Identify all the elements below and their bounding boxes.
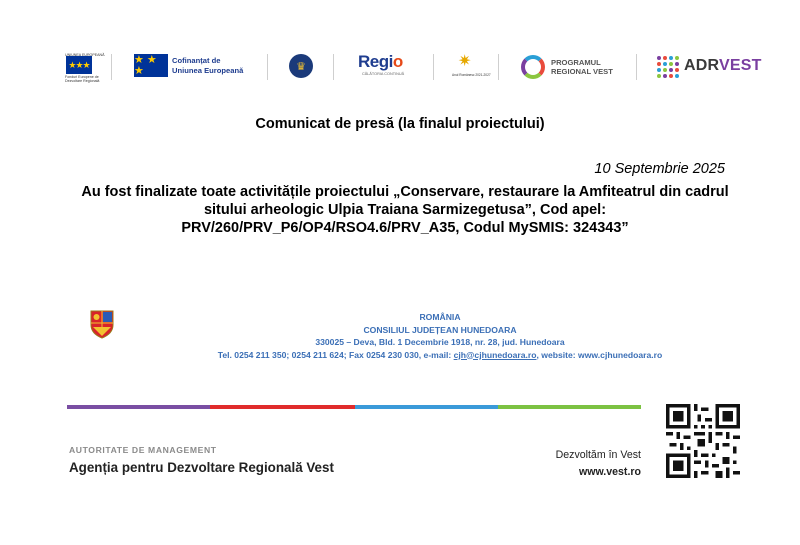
- qr-code-icon[interactable]: [666, 404, 740, 478]
- lead-paragraph: [65, 183, 745, 237]
- logo-divider: [636, 54, 637, 80]
- hunedoara-coat-of-arms-icon: [89, 309, 115, 339]
- authority-label: AUTORITATE DE MANAGEMENT: [69, 445, 217, 455]
- footer-color-bar-purple: [67, 405, 210, 409]
- star-emblem-caption: Anul Românesc 2021-2027: [452, 73, 491, 77]
- release-date: 10 Septembrie 2025: [594, 161, 725, 177]
- cofinantat-logo-text: [172, 56, 243, 76]
- footer-color-bar-red: [210, 405, 355, 409]
- footer-color-bar-blue: [355, 405, 498, 409]
- adr-dots-icon: [657, 56, 679, 78]
- lead-line: Au fost finalizate toate activitățile proiectului „Conservare, restaurare la Amfiteatrul din cadrul: [81, 184, 729, 200]
- star-emblem-icon: ✷: [458, 53, 472, 70]
- footer-website-link[interactable]: www.vest.ro: [578, 466, 641, 478]
- regio-logo: [358, 53, 403, 71]
- council-name: CONSILIUL JUDEȚEAN HUNEDOARA: [363, 324, 517, 335]
- logo-bar: [0, 0, 800, 110]
- footer-slogan: Dezvoltăm în Vest: [555, 449, 641, 461]
- cofinantat-line2: Uniunea Europeană: [172, 66, 244, 75]
- adr-part2: VEST: [718, 57, 762, 74]
- eu-flag-icon: ★★★: [66, 56, 92, 74]
- eu-flag-large-icon: ★ ★ ★: [134, 54, 168, 77]
- eu-small-line1: UNIUNEA EUROPEANĂ: [65, 53, 105, 57]
- adr-part1: ADR: [684, 57, 719, 74]
- council-website-prefix: , website:: [536, 349, 579, 360]
- logo-divider: [433, 54, 434, 80]
- government-emblem-icon: ♛: [289, 54, 313, 78]
- programul-regional-logo-text: [551, 58, 613, 76]
- logo-divider: [111, 54, 112, 80]
- lead-line: PRV/260/PRV_P6/OP4/RSO4.6/PRV_A35, Codul MySMIS: 324343”: [181, 220, 629, 236]
- eu-small-line3: Dezvoltare Regională: [65, 79, 100, 83]
- council-address: 330025 – Deva, Bld. 1 Decembrie 1918, nr. 28, jud. Hunedoara: [315, 337, 565, 347]
- logo-divider: [498, 54, 499, 80]
- logo-divider: [267, 54, 268, 80]
- press-release-heading: Comunicat de presă (la finalul proiectului): [255, 116, 545, 132]
- programul-line1: PROGRAMUL: [551, 58, 601, 67]
- programul-regional-ring-icon: [521, 55, 545, 79]
- adr-vest-logo: [684, 56, 762, 76]
- council-country: ROMÂNIA: [419, 312, 461, 322]
- regio-subtitle: CĂLĂTORIA CONTINUĂ: [362, 72, 405, 76]
- eu-small-line2: Fonduri Europene de: [65, 75, 99, 79]
- cofinantat-line1: Cofinanțat de: [172, 56, 221, 65]
- council-email-link[interactable]: cjh@cjhunedoara.ro: [453, 349, 537, 360]
- footer-color-bar-green: [498, 405, 641, 409]
- logo-divider: [333, 54, 334, 80]
- council-website-link[interactable]: www.cjhunedoara.ro: [578, 349, 663, 360]
- agency-name: Agenția pentru Dezvoltare Regională Vest: [69, 460, 334, 475]
- regio-brand-o: o: [392, 52, 403, 71]
- regio-brand: Regi: [358, 52, 393, 71]
- programul-line2: REGIONAL VEST: [551, 67, 613, 76]
- council-contact-prefix: Tel. 0254 211 350; 0254 211 624; Fax 0254 230 030, e-mail:: [217, 349, 454, 360]
- lead-line: sitului arheologic Ulpia Traiana Sarmizegetusa”, Cod apel:: [203, 202, 607, 218]
- council-contact-block: [150, 311, 730, 361]
- council-contact-line: [150, 349, 730, 362]
